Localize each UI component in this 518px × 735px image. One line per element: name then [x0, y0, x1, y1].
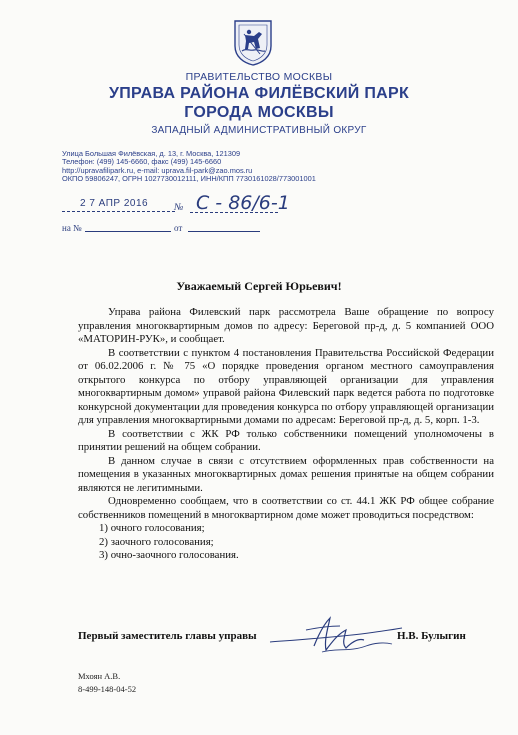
- contact-web-email: http://upravafilipark.ru, e-mail: uprava.fil-park@zao.mos.ru: [62, 165, 253, 175]
- registration-date-stamp: 2 7 АПР 2016: [80, 198, 149, 209]
- list-item: 3) очно-заочного голосования.: [99, 549, 239, 561]
- moscow-coat-of-arms-icon: [232, 18, 274, 66]
- contact-codes: ОКПО 59806247, ОГРН 1027730012111, ИНН/КПП 7730161028/773001001: [62, 174, 316, 184]
- organization-title-line2: ГОРОДА МОСКВЫ: [184, 104, 334, 121]
- registration-number-label: №: [174, 202, 184, 213]
- number-underline: [190, 212, 278, 213]
- reference-date-label: от: [174, 223, 183, 233]
- paragraph-5: Одновременно сообщаем, что в соответствии со ст. 44.1 ЖК РФ общее собрание собственников помещений в многоквартирном доме может проводиться посредством:: [78, 495, 494, 521]
- executor-phone: 8-499-148-04-52: [78, 684, 137, 694]
- okrug-title: ЗАПАДНЫЙ АДМИНИСТРАТИВНЫЙ ОКРУГ: [151, 125, 367, 136]
- contacts-block: [62, 150, 316, 184]
- government-title: ПРАВИТЕЛЬСТВО МОСКВЫ: [185, 71, 333, 83]
- paragraph-1: Управа района Филевский парк рассмотрела Ваше обращение по вопросу управления многоквартирным домов по адресу: Береговой пр-д, д. 5 компанией ООО «МАТОРИН-РУК», и сообщает.: [78, 306, 494, 345]
- executor-name: Мхоян А.В.: [78, 671, 121, 681]
- voting-methods-list: [99, 522, 494, 563]
- paragraph-3: В соответствии с ЖК РФ только собственники помещений уполномочены в принятии решений на общем собрании.: [78, 427, 494, 453]
- letter-greeting: Уважаемый Сергей Юрьевич!: [176, 279, 342, 293]
- signer-name: Н.В. Булыгин: [397, 630, 466, 642]
- paragraph-2: В соответствии с пунктом 4 постановления Правительства Российской Федерации от 06.02.2006 г. № 75 «О порядке проведения органом местного самоуправления открытого конкурса по отбору управляющей организации для управления многоквартирным домом» управой района Филевский парк ведется работа по подготовке конкурсной документации для проведения конкурса по отбору управляющей организации для управления многоквартирными домами по адресам: Береговой пр-д, д. 5, корп. 1-3.: [78, 346, 494, 426]
- reference-number-line: [85, 231, 171, 232]
- letter-body: [78, 306, 494, 563]
- registration-number: С - 86/6-1: [196, 192, 290, 214]
- list-item: 1) очного голосования;: [99, 522, 205, 534]
- executor-block: [78, 670, 136, 696]
- organization-title-line1: УПРАВА РАЙОНА ФИЛЁВСКИЙ ПАРК: [108, 85, 410, 102]
- contact-address: Улица Большая Филёвская, д. 13, г. Москва, 121309: [62, 149, 241, 158]
- list-item: 2) заочного голосования;: [99, 535, 214, 548]
- signer-position: Первый заместитель главы управы: [78, 630, 257, 642]
- paragraph-4: В данном случае в связи с отсутствием оформленных прав собственности на помещения в указанных многоквартирных домах решения принятые на общем собрании являются не легитимными.: [78, 454, 494, 494]
- contact-phone: Телефон: (499) 145-6660, факс (499) 145-6660: [62, 157, 222, 167]
- reference-number-label: на №: [62, 223, 82, 233]
- handwritten-signature-icon: [266, 612, 406, 660]
- date-underline: [62, 211, 175, 212]
- reference-date-line: [188, 231, 260, 232]
